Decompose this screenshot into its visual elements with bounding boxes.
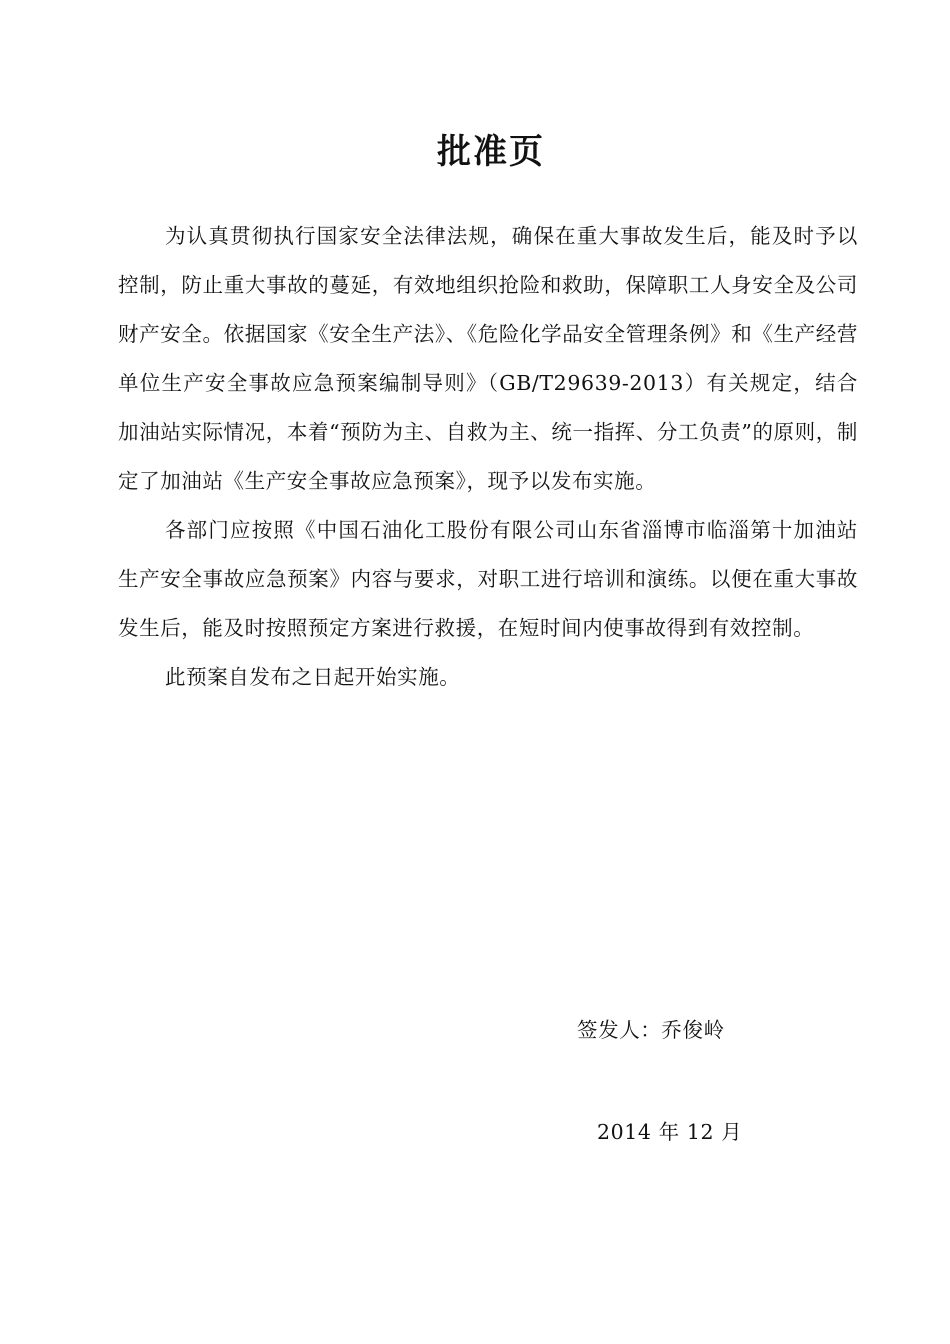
document-body [118, 212, 858, 702]
page-title: 批准页 [437, 132, 545, 172]
paragraph-effective: 此预案自发布之日起开始实施。 [165, 665, 461, 689]
signature-line [577, 1010, 837, 1050]
issue-date: 2014 年 12 月 [597, 1120, 743, 1144]
paragraph-purpose: 为认真贯彻执行国家安全法律法规，确保在重大事故发生后，能及时予以控制，防止重大事故的蔓延，有效地组织抢险和救助，保障职工人身安全及公司财产安全。依据国家《安全生产法》、《危险化学品安全管理条例》和《生产经营单位生产安全事故应急预案编制导则》（GB/T29639-2013）有关规定，结合加油站实际情况，本着“预防为主、自救为主、统一指挥、分工负责”的原则，制定了加油站《生产安全事故应急预案》，现予以发布实施。 [118, 224, 858, 493]
signer-name: 乔俊岭 [661, 1018, 725, 1042]
paragraph-requirements: 各部门应按照《中国石油化工股份有限公司山东省淄博市临淄第十加油站生产安全事故应急预案》内容与要求，对职工进行培训和演练。以便在重大事故发生后，能及时按照预定方案进行救援，在短时间内使事故得到有效控制。 [118, 518, 858, 640]
signer-label: 签发人： [577, 1018, 662, 1042]
